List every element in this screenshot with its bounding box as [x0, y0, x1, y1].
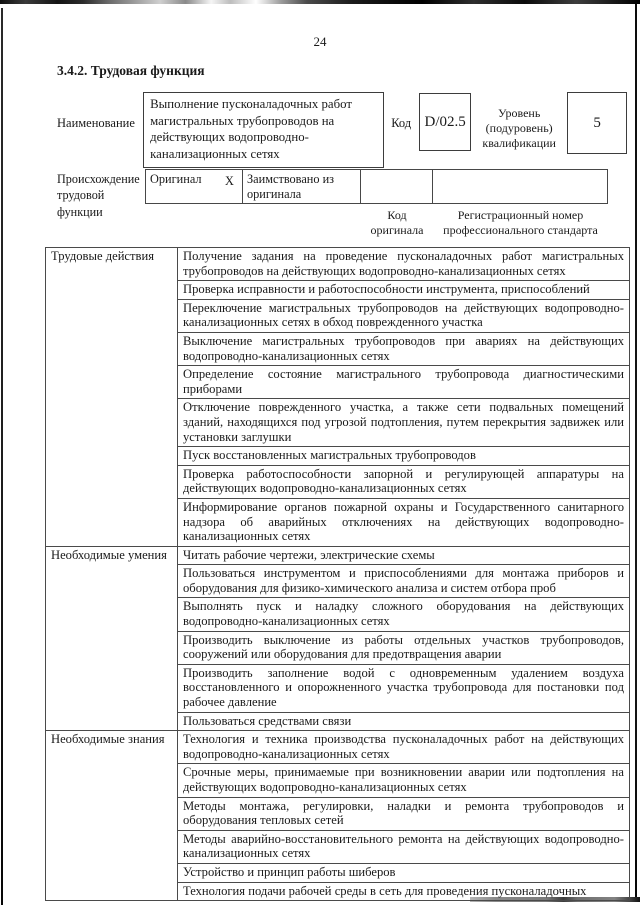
origin-label: Происхождение трудовой функции	[57, 172, 140, 219]
work-action-item: Проверка работоспособности запорной и регулирующей аппаратуры на действующих водопроводно-канализационных сетях	[178, 465, 630, 498]
code-value-box: D/02.5	[419, 93, 471, 151]
code-label: Код	[391, 116, 412, 130]
required-knowledge-item: Технология и техника производства пусконаладочных работ на действующих водопроводно-канализационных сетях	[178, 731, 630, 764]
original-mark-cell: X	[217, 169, 243, 204]
required-skill-item: Выполнять пуск и наладку сложного оборудования на действующих водопроводно-канализационных сетях	[178, 598, 630, 631]
function-header	[57, 92, 627, 168]
scan-artifact-top-bar	[0, 0, 640, 4]
name-label: Наименование	[57, 116, 135, 130]
work-action-item: Информирование органов пожарной охраны и Государственного санитарного надзора об аварийных отключениях на действующих водопроводно-канализационных сетях	[178, 498, 630, 546]
level-value-box: 5	[567, 92, 627, 154]
section-label-required-knowledge: Необходимые знания	[46, 731, 178, 901]
name-value-box: Выполнение пусконаладочных работ магистральных трубопроводов на действующих водопроводно-канализационных сетях	[143, 92, 384, 168]
table-row	[46, 546, 630, 565]
work-action-item: Пуск восстановленных магистральных трубопроводов	[178, 447, 630, 466]
work-action-item: Получение задания на проведение пусконаладочных работ магистральных трубопроводов на действующих водопроводно-канализационных сетях	[178, 248, 630, 281]
registration-number-label: Регистрационный номер профессионального стандарта	[443, 208, 598, 238]
scan-artifact-right-line	[635, 4, 637, 897]
required-knowledge-item: Методы аварийно-восстановительного ремонта на действующих водопроводно-канализационных сетях	[178, 830, 630, 863]
registration-number-value-cell	[433, 169, 608, 204]
required-skill-item: Пользоваться средствами связи	[178, 712, 630, 731]
function-details-table	[45, 247, 630, 901]
scan-artifact-left-line	[1, 8, 3, 905]
work-action-item: Проверка исправности и работоспособности инструмента, приспособлений	[178, 281, 630, 300]
borrowed-from-cell: Заимствовано из оригинала	[243, 169, 361, 204]
required-knowledge-item: Срочные меры, принимаемые при возникновении аварии или подтопления на действующих водопроводно-канализационных сетях	[178, 764, 630, 797]
table-row	[46, 248, 630, 281]
section-heading: 3.4.2. Трудовая функция	[57, 63, 205, 78]
page-number: 24	[313, 34, 327, 49]
section-label-required-skills: Необходимые умения	[46, 546, 178, 731]
section-label-work-actions: Трудовые действия	[46, 248, 178, 547]
required-knowledge-item: Методы монтажа, регулировки, наладки и ремонта трубопроводов и оборудования тепловых сетей	[178, 797, 630, 830]
work-action-item: Переключение магистральных трубопроводов на действующих водопроводно-канализационных сетях в обход поврежденного участка	[178, 299, 630, 332]
work-action-item: Отключение поврежденного участка, а также сети подвальных помещений зданий, находящихся под угрозой подтопления, путем перекрытия задвижек или установки заглушки	[178, 399, 630, 447]
origin-table	[145, 169, 608, 239]
work-action-item: Определение состояние магистрального трубопровода диагностическими приборами	[178, 366, 630, 399]
required-skill-item: Читать рабочие чертежи, электрические схемы	[178, 546, 630, 565]
work-action-item: Выключение магистральных трубопроводов при авариях на действующих водопроводно-канализационных сетях	[178, 332, 630, 365]
required-knowledge-item: Устройство и принцип работы шиберов	[178, 863, 630, 882]
level-label: Уровень (подуровень) квалификации	[482, 106, 556, 150]
required-skill-item: Производить выключение из работы отдельных участков трубопроводов, сооружений или оборудования для предотвращения аварии	[178, 631, 630, 664]
original-cell: Оригинал	[145, 169, 217, 204]
table-row	[46, 731, 630, 764]
original-code-label: Код оригинала	[370, 208, 424, 238]
required-skill-item: Пользоваться инструментом и приспособлениями для монтажа приборов и оборудования для физико-химического анализа и систем отбора проб	[178, 565, 630, 598]
required-skill-item: Производить заполнение водой с одновременным удалением воздуха восстановленного и опорожненного участка трубопровода для постановки под рабочее давление	[178, 664, 630, 712]
origin-block	[57, 169, 608, 239]
original-code-value-cell	[361, 169, 433, 204]
required-knowledge-item: Технология подачи рабочей среды в сеть для проведения пусконаладочных	[178, 882, 630, 901]
